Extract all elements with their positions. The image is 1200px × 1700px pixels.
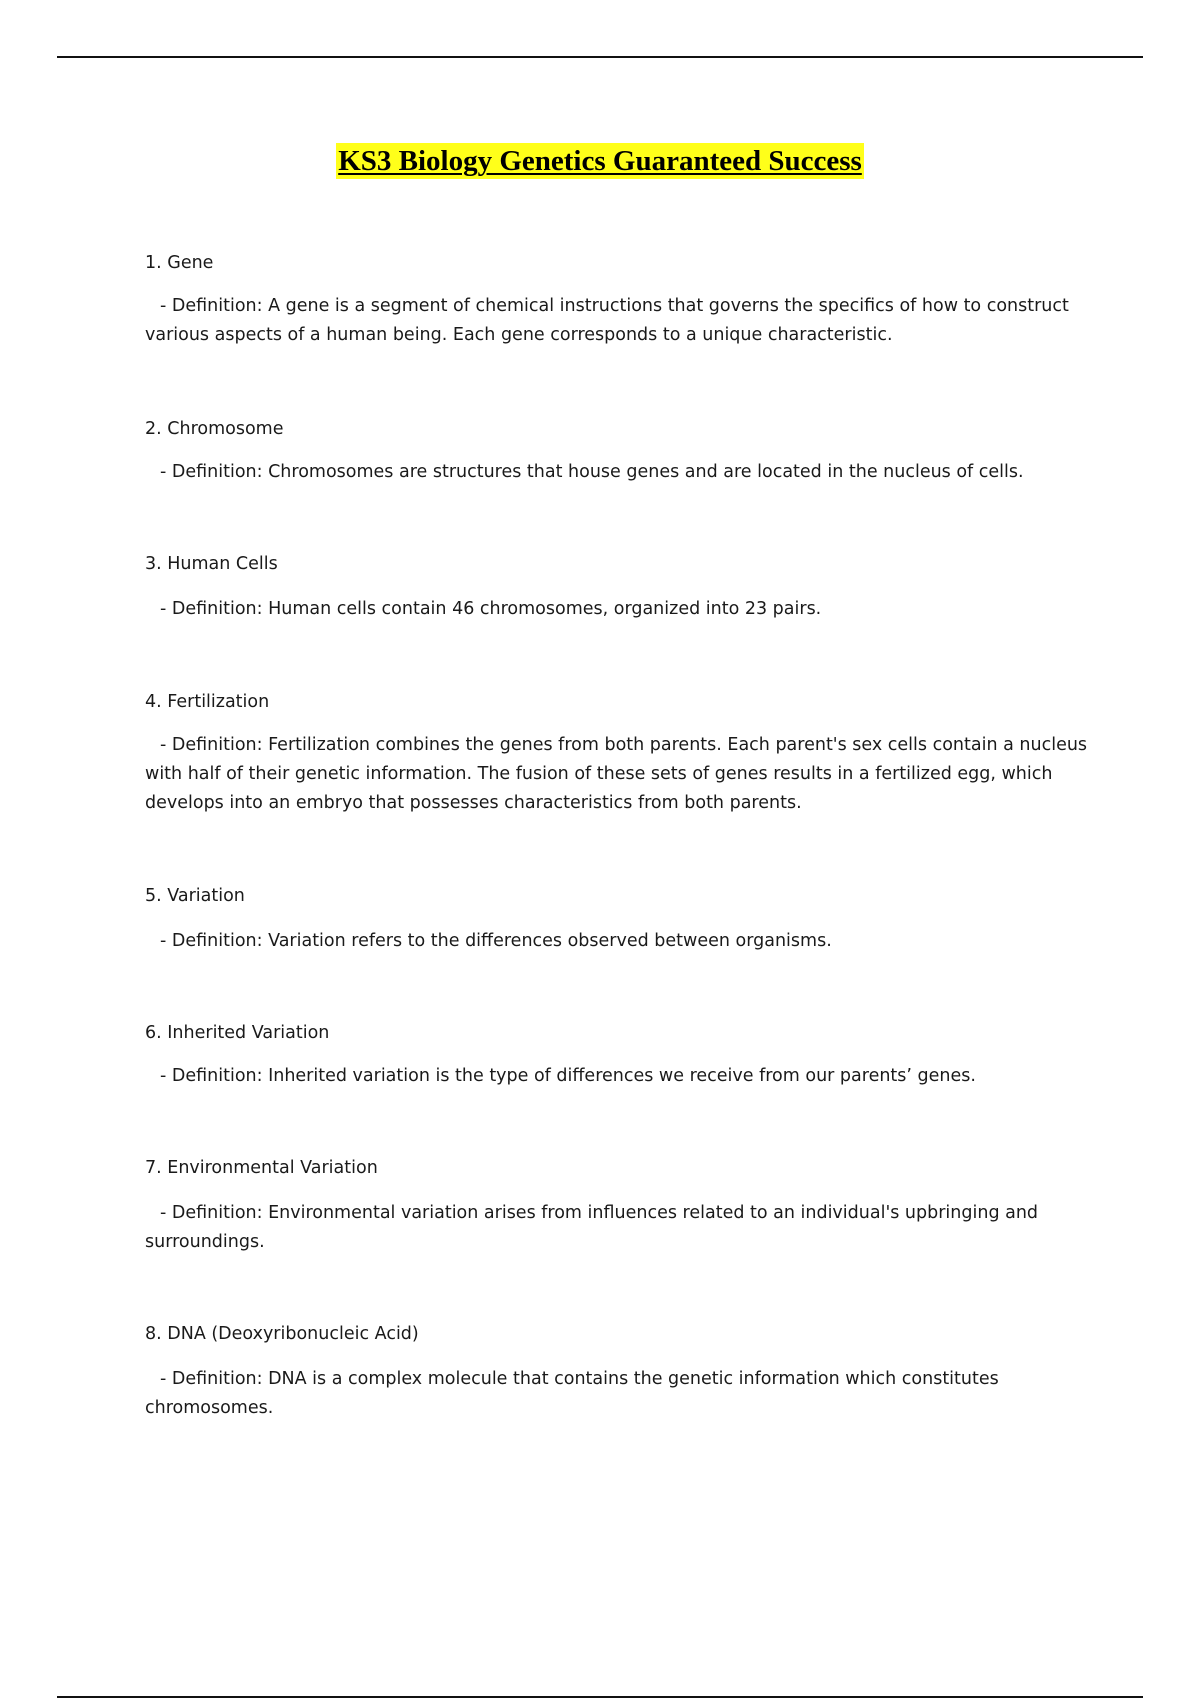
term-heading: 8. DNA (Deoxyribonucleic Acid) [145, 1324, 419, 1344]
term-definition: - Definition: A gene is a segment of chemical instructions that governs the specifics of how to construct various aspects of a human being. Each gene corresponds to a unique characteristic. [145, 296, 1069, 345]
term-heading: 3. Human Cells [145, 554, 278, 574]
term-definition: - Definition: Chromosomes are structures that house genes and are located in the nucleus of cells. [160, 462, 1024, 482]
term-definition: - Definition: Inherited variation is the type of differences we receive from our parents’ genes. [160, 1066, 976, 1086]
term-heading: 4. Fertilization [145, 692, 270, 712]
bottom-rule [57, 1696, 1143, 1698]
term-heading: 7. Environmental Variation [145, 1158, 378, 1178]
term-heading: 1. Gene [145, 253, 214, 273]
glossary-item-chromosome [145, 416, 1095, 487]
glossary-item-human-cells [145, 551, 1095, 624]
term-definition: - Definition: DNA is a complex molecule that contains the genetic information which constitutes chromosomes. [145, 1369, 999, 1418]
term-heading: 2. Chromosome [145, 419, 284, 439]
term-definition: - Definition: Human cells contain 46 chromosomes, organized into 23 pairs. [160, 599, 822, 619]
top-rule [57, 56, 1143, 58]
term-definition: - Definition: Variation refers to the differences observed between organisms. [160, 931, 832, 951]
glossary-item-inherited-variation [145, 1020, 1095, 1091]
glossary-item-gene [145, 250, 1095, 350]
glossary-item-variation [145, 883, 1095, 956]
term-definition: - Definition: Fertilization combines the genes from both parents. Each parent's sex cells contain a nucleus with half of their genetic information. The fusion of these sets of genes results in a fertilized egg, which develops into an embryo that possesses characteristics from both parents. [145, 735, 1088, 813]
term-heading: 6. Inherited Variation [145, 1023, 330, 1043]
glossary-item-fertilization [145, 689, 1095, 818]
term-definition: - Definition: Environmental variation arises from influences related to an individual's upbringing and surroundings. [145, 1203, 1039, 1252]
title-container [0, 143, 1200, 179]
document-title: KS3 Biology Genetics Guaranteed Success [338, 145, 862, 177]
term-heading: 5. Variation [145, 886, 245, 906]
glossary-item-dna [145, 1321, 1095, 1423]
glossary-item-environmental-variation [145, 1155, 1095, 1257]
